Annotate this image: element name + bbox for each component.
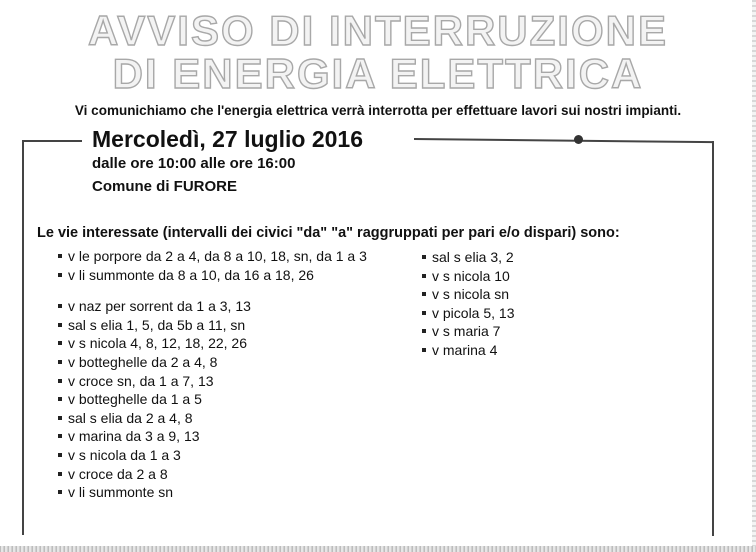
street-item <box>422 304 682 323</box>
bullet-icon <box>58 304 62 308</box>
street-item <box>58 266 388 285</box>
street-text: v croce da 2 a 8 <box>68 465 168 482</box>
street-item <box>58 297 388 316</box>
street-text: sal s elia 1, 5, da 5b a 11, sn <box>68 316 246 333</box>
street-item <box>58 353 388 372</box>
bullet-icon <box>58 453 62 457</box>
street-text: sal s elia da 2 a 4, 8 <box>68 409 193 426</box>
street-text: v croce sn, da 1 a 7, 13 <box>68 372 214 389</box>
street-text: v s nicola da 1 a 3 <box>68 446 181 463</box>
bullet-icon <box>58 434 62 438</box>
outage-hours: dalle ore 10:00 alle ore 16:00 <box>92 155 296 172</box>
street-item <box>422 285 682 304</box>
bullet-icon <box>58 379 62 383</box>
street-item <box>58 390 388 409</box>
bullet-icon <box>58 341 62 345</box>
street-text: v picola 5, 13 <box>432 304 515 321</box>
street-item <box>422 341 682 360</box>
bullet-icon <box>422 329 426 333</box>
bullet-icon <box>58 416 62 420</box>
street-text: v le porpore da 2 a 4, da 8 a 10, 18, sn, da 1 a 3 <box>68 248 367 264</box>
street-text: v li summonte sn <box>68 484 174 501</box>
street-item <box>58 483 388 502</box>
bullet-icon <box>58 397 62 401</box>
street-text: v botteghelle da 1 a 5 <box>68 391 202 408</box>
bullet-icon <box>422 292 426 296</box>
street-item <box>422 248 682 267</box>
street-text: v botteghelle da 2 a 4, 8 <box>68 353 218 370</box>
bullet-icon <box>422 255 426 259</box>
street-item <box>58 465 388 484</box>
bullet-icon <box>58 273 62 277</box>
intro-text: Vi comunichiamo che l'energia elettrica verrà interrotta per effettuare lavori sui nostri impianti. <box>74 103 682 118</box>
street-item <box>58 427 388 446</box>
bullet-icon <box>58 490 62 494</box>
frame-left-line <box>22 140 24 535</box>
street-text: v s nicola 10 <box>432 267 510 284</box>
bullet-icon <box>422 348 426 352</box>
outage-comune: Comune di FURORE <box>92 178 237 195</box>
street-text: v s nicola sn <box>432 286 510 303</box>
bullet-icon <box>422 274 426 278</box>
frame-top-left-line <box>22 140 82 142</box>
scan-edge-bottom <box>0 546 756 552</box>
street-text: sal s elia 3, 2 <box>432 249 514 265</box>
streets-list-right <box>422 248 682 360</box>
frame-dot <box>574 135 583 144</box>
street-text: v naz per sorrent da 1 a 3, 13 <box>68 298 251 315</box>
bullet-icon <box>58 472 62 476</box>
street-text: v marina da 3 a 9, 13 <box>68 428 200 445</box>
streets-heading: Le vie interessate (intervalli dei civici "da" "a" raggruppati per pari e/o dispari) sono: <box>37 225 620 241</box>
streets-list-left <box>58 247 388 502</box>
street-item <box>58 247 388 266</box>
outage-date: Mercoledì, 27 luglio 2016 <box>92 126 363 152</box>
street-item <box>58 372 388 391</box>
street-item <box>58 316 388 335</box>
headline-line-1: AVVISO DI INTERRUZIONE <box>88 7 668 54</box>
headline-line-2: DI ENERGIA ELETTRICA <box>112 50 644 97</box>
bullet-icon <box>58 360 62 364</box>
frame-right-line <box>712 141 714 536</box>
street-text: v li summonte da 8 a 10, da 16 a 18, 26 <box>68 266 314 283</box>
street-item <box>58 409 388 428</box>
street-text: v s maria 7 <box>432 323 501 340</box>
street-text: v s nicola 4, 8, 12, 18, 22, 26 <box>68 335 248 352</box>
bullet-icon <box>58 323 62 327</box>
bullet-icon <box>58 254 62 258</box>
frame-top-right-line <box>414 138 714 143</box>
street-item <box>58 334 388 353</box>
street-text: v marina 4 <box>432 341 498 358</box>
street-item <box>422 322 682 341</box>
street-item <box>422 267 682 286</box>
street-item <box>58 446 388 465</box>
bullet-icon <box>422 311 426 315</box>
